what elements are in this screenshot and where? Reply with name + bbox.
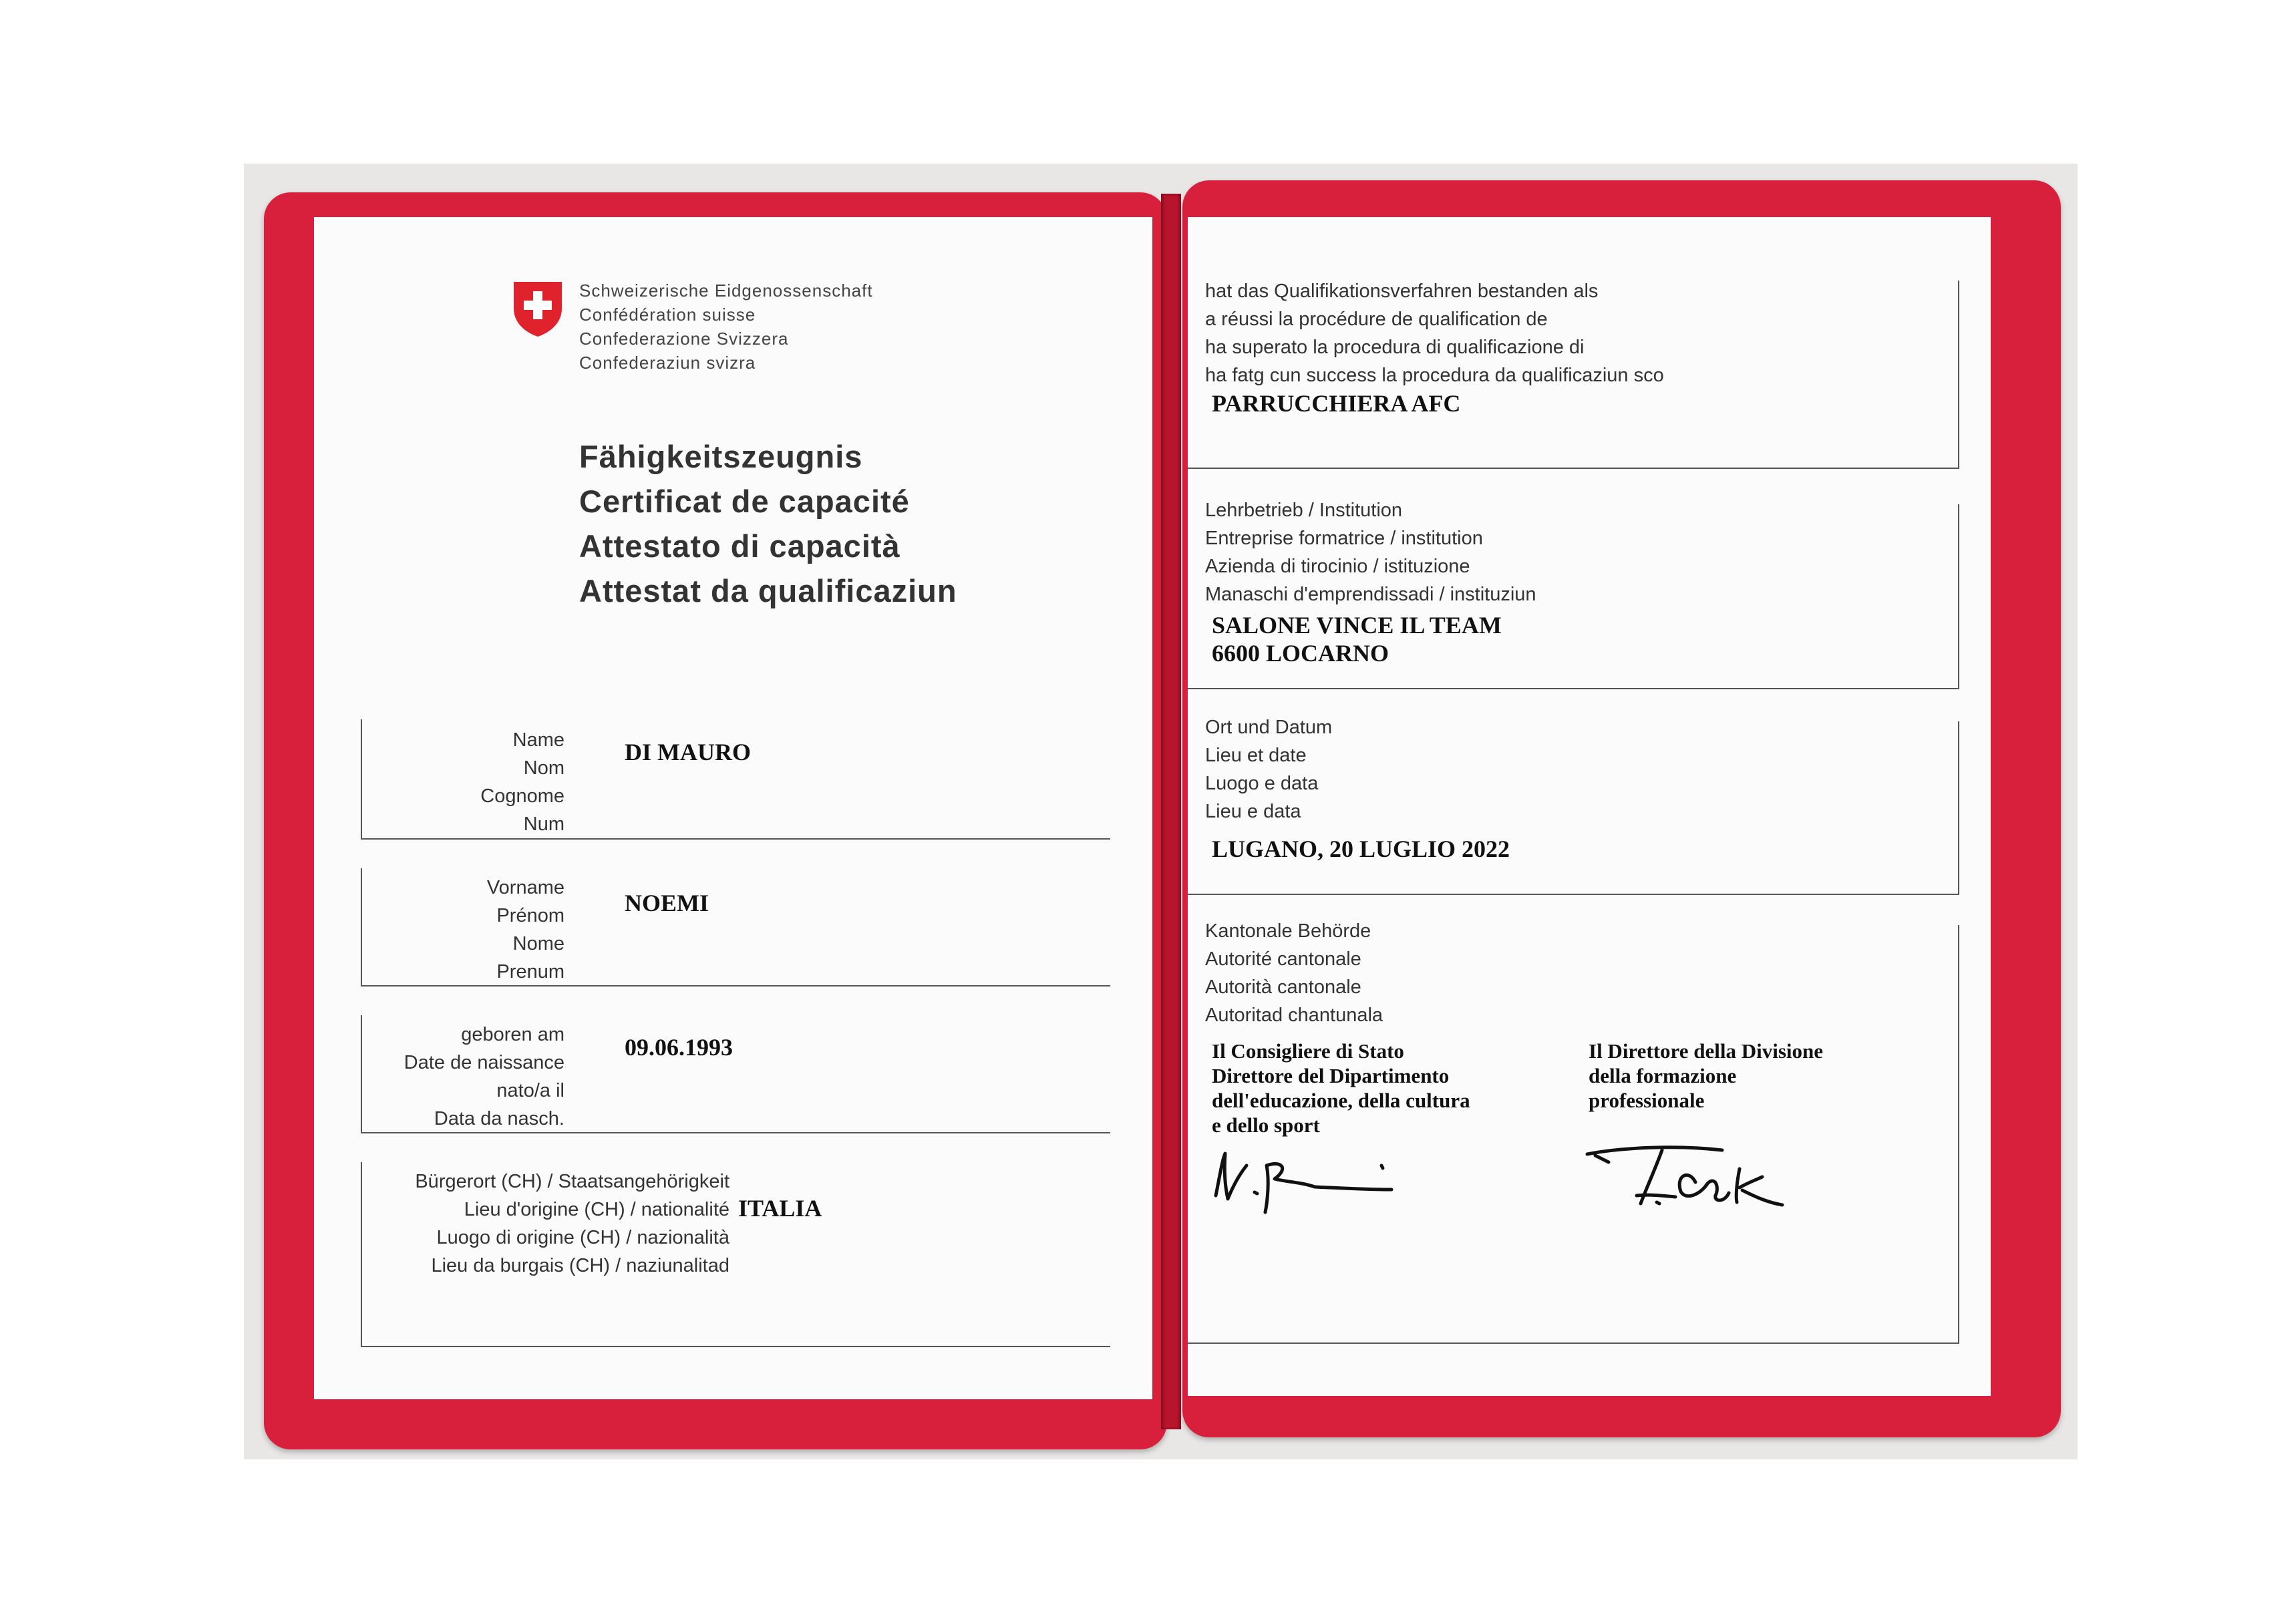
label: Lieu da burgais (CH) / naziunalitad <box>431 1255 729 1276</box>
label: Autorità cantonale <box>1205 976 1361 998</box>
label: Data da nasch. <box>434 1108 564 1129</box>
confederation-names <box>579 279 873 375</box>
label: hat das Qualifikationsverfahren bestanden als <box>1205 281 1599 302</box>
label: Nom <box>523 757 564 779</box>
label: Lieu d'origine (CH) / nationalité <box>464 1199 729 1220</box>
label: Autoritad chantunala <box>1205 1005 1383 1026</box>
emblem-line: Confédération suisse <box>579 305 756 325</box>
origin-value: ITALIA <box>738 1195 822 1222</box>
label: Luogo di origine (CH) / nazionalità <box>436 1227 729 1248</box>
label: Name <box>512 729 564 751</box>
qualification-value: PARRUCCHIERA AFC <box>1212 390 1461 417</box>
place-date-value: LUGANO, 20 LUGLIO 2022 <box>1212 836 1510 862</box>
certificate-title <box>579 434 957 613</box>
label: Azienda di tirocinio / istituzione <box>1205 556 1470 577</box>
label: Prenum <box>496 961 564 982</box>
origin-labels <box>362 1168 729 1280</box>
label: geboren am <box>461 1024 564 1045</box>
label: Entreprise formatrice / institution <box>1205 528 1483 549</box>
emblem-line: Confederaziun svizra <box>579 353 756 373</box>
label: Num <box>523 814 564 835</box>
signer-line: Il Consigliere di Stato <box>1212 1039 1404 1063</box>
signer-line: dell'educazione, della cultura <box>1212 1089 1470 1112</box>
title-line: Fähigkeitszeugnis <box>579 439 863 474</box>
place-date-labels <box>1205 713 1332 826</box>
title-line: Certificat de capacité <box>579 484 910 519</box>
qualification-labels <box>1205 277 1664 389</box>
label: Luogo e data <box>1205 773 1319 794</box>
signer-line: professionale <box>1589 1089 1705 1112</box>
label: Prénom <box>496 905 564 926</box>
institution-value <box>1212 611 1502 667</box>
signer-line: Il Direttore della Divisione <box>1589 1039 1824 1063</box>
label: Lieu e data <box>1205 801 1301 822</box>
label: Ort und Datum <box>1205 717 1333 738</box>
first-name-labels <box>434 874 564 986</box>
right-page <box>1188 217 1991 1396</box>
label: Lehrbetrieb / Institution <box>1205 500 1403 521</box>
label: Cognome <box>480 785 564 807</box>
label: Autorité cantonale <box>1205 948 1361 970</box>
signer-1-title <box>1212 1039 1470 1137</box>
birth-date-labels <box>381 1021 564 1133</box>
signer-2-title <box>1589 1039 1823 1113</box>
label: a réussi la procédure de qualification de <box>1205 309 1548 330</box>
signer-line: Direttore del Dipartimento <box>1212 1064 1450 1087</box>
label: Vorname <box>486 877 564 898</box>
left-page <box>314 217 1152 1399</box>
emblem-line: Schweizerische Eidgenossenschaft <box>579 281 873 301</box>
label: Nome <box>512 933 564 954</box>
emblem-line: Confederazione Svizzera <box>579 329 789 349</box>
title-line: Attestat da qualificaziun <box>579 573 957 608</box>
swiss-coat-of-arms-icon <box>511 279 564 339</box>
institution-labels <box>1205 496 1536 608</box>
label: Date de naissance <box>403 1052 564 1073</box>
authority-labels <box>1205 917 1383 1029</box>
institution-city: 6600 LOCARNO <box>1212 640 1389 667</box>
label: Kantonale Behörde <box>1205 920 1371 942</box>
signer-line: della formazione <box>1589 1064 1737 1087</box>
label: Bürgerort (CH) / Staatsangehörigkeit <box>415 1171 729 1192</box>
birth-date-value: 09.06.1993 <box>625 1034 733 1061</box>
name-labels <box>434 726 564 838</box>
booklet-spine <box>1161 194 1181 1429</box>
signature-2-icon <box>1582 1135 1809 1216</box>
label: Manaschi d'emprendissadi / instituziun <box>1205 584 1536 605</box>
title-line: Attestato di capacità <box>579 528 900 564</box>
signature-1-icon <box>1208 1145 1408 1219</box>
label: ha fatg cun success la procedura da qualificaziun sco <box>1205 365 1664 386</box>
label: ha superato la procedura di qualificazione di <box>1205 337 1585 358</box>
label: nato/a il <box>496 1080 564 1101</box>
name-value: DI MAURO <box>625 739 751 765</box>
first-name-value: NOEMI <box>625 890 709 916</box>
signer-line: e dello sport <box>1212 1113 1320 1137</box>
institution-name: SALONE VINCE IL TEAM <box>1212 612 1502 639</box>
label: Lieu et date <box>1205 745 1307 766</box>
